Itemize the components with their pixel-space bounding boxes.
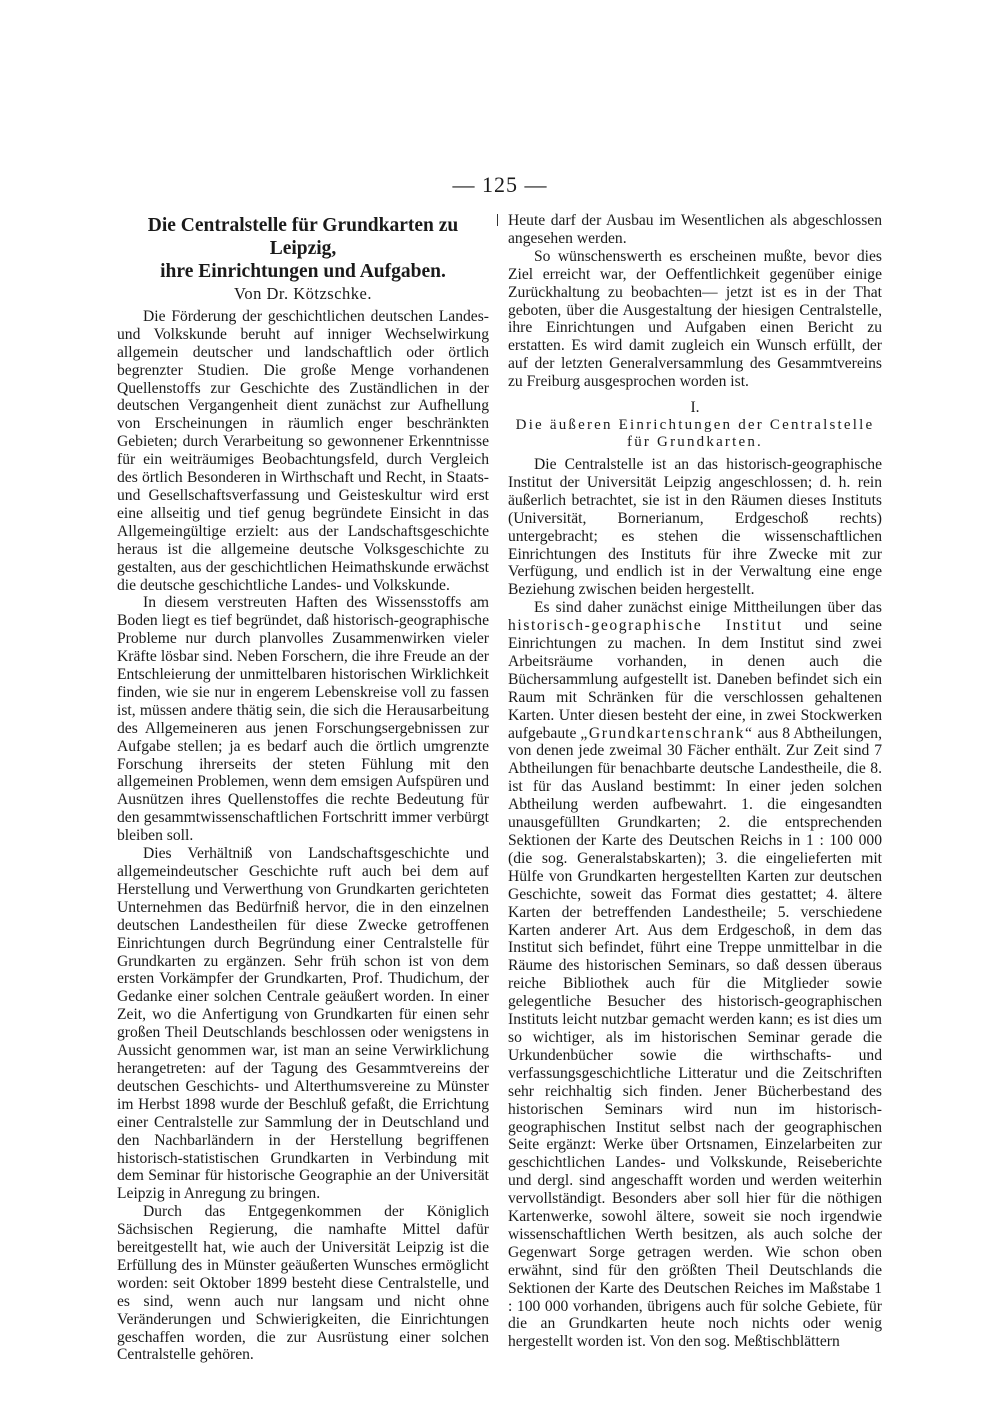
paragraph: Durch das Entgegenkommen der Königlich Sächsischen Regierung, die namhafte Mittel dafür bereitgestellt hat, wie auch der Universität Leipzig ist die Erfüllung des in Münster geäußerten Wunsches ermöglicht worden: seit Oktober 1899 besteht diese Centralstelle, und es sind, wenn auch nur langsam und nicht ohne Veränderungen und Schwierigkeiten, die Einrichtungen geschaffen worden, die zur Ausrüstung einer solchen Centralstelle gehören. — [117, 1203, 489, 1364]
paragraph — [508, 599, 882, 1351]
right-column — [508, 212, 882, 1351]
article-title-line2: ihre Einrichtungen und Aufgaben. — [160, 261, 446, 282]
section-number: I. — [690, 399, 700, 417]
paragraph: So wünschenswerth es erscheinen mußte, bevor dies Ziel erreicht war, der Oeffentlichkeit gegenüber einige Zurückhaltung zu beobachten— jetzt ist es in der That geboten, über die Ausgestaltung der hiesigen Centralstelle, ihre Einrichtungen und Aufgaben einen Bericht zu erstatten. Es wird damit zugleich ein Wunsch erfüllt, der auf der letzten Generalversammlung des Gesammtvereins zu Freiburg ausgesprochen worden ist. — [508, 247, 882, 391]
paragraph-text: und seine Einrichtungen zu machen. In dem Institut sind zwei Arbeitsräume vorhanden, in denen auch die Büchersammlung aufgestellt ist. Daneben befindet sich ein Raum mit Schränken für die verschlossen gehaltenen Karten. Unter diesen besteht der eine, in zwei Stockwerken aufgebaute — [508, 617, 882, 742]
left-column — [117, 212, 489, 1364]
page-number: — 125 — — [452, 172, 548, 197]
paragraph: Dies Verhältniß von Landschaftsgeschichte und allgemeindeutscher Geschichte ruft auch bei dem auf Herstellung und Verwerthung von Grundkarten gerichteten Unternehmen das Bedürfniß hervor, die in den einzelnen deutschen Landestheilen für diese Zwecke getroffenen Einrichtungen durch Begründung einer Centralstelle für Grundkarten zu ergänzen. Sehr früh schon ist von dem ersten Vorkämpfer der Grundkarten, Prof. Thudichum, der Gedanke einer solchen Centrale geäußert worden. In einer Zeit, wo die Anfertigung von Grundkarten für einen sehr großen Theil Deutschlands beschlossen oder wenigstens in Aussicht genommen war, ist man an seine Verwirklichung herangetreten: auf der Tagung des Gesammtvereins der deutschen Geschichts- und Alterthumsvereine zu Münster im Herbst 1898 wurde der Beschluß gefaßt, die Errichtung einer Centralstelle zur Sammlung der in Deutschland und den Nachbarländern in der Herstellung begriffenen historisch-statistischen Grundkarten in Verbindung mit dem Seminar für historische Geographie an der Universität Leipzig in Anregung zu bringen. — [117, 845, 489, 1203]
paragraph: Die Centralstelle ist an das historisch-geographische Institut der Universität Leipzig angeschlossen; d. h. rein äußerlich betrachtet, sie ist in den Räumen dieses Instituts (Universität, Bornerianum, Erdgeschoß rechts) untergebracht; es stehen die wissenschaftlichen Einrichtungen des Instituts für ihre Zwecke mit zur Verfügung, und endlich ist in der Verwaltung eine enge Beziehung zwischen beiden hergestellt. — [508, 455, 882, 599]
article-byline: Von Dr. Kötzschke. — [234, 284, 372, 303]
section-title-line1: Die äußeren Einrichtungen der Centralstelle — [515, 416, 875, 433]
article-title-line1: Die Centralstelle für Grundkarten zu Leipzig, — [147, 215, 459, 259]
spaced-term: „Grundkartenschrank“ — [580, 724, 754, 742]
paragraph-text: Es sind daher zunächst einige Mittheilungen über das — [534, 599, 882, 617]
paragraph: In diesem verstreuten Haften des Wissensstoffs am Boden liegt es tief begründet, daß historisch-geographische Probleme nur durch planvolles Zusammenwirken vieler Kräfte lösbar sind. Neben Forschern, die ihre Freude an der Entschleierung der unmittelbaren historischen Wirklichkeit finden, wie sie nur in engerem Lebenskreise voll zu fassen ist, müssen andere thätig sein, die sich die Herausarbeitung des Allgemeineren aus jenen Forschungsergebnissen zur Aufgabe stellen; ja es bedarf auch die örtlich umgrenzte Forschung ihrerseits der steten Fühlung mit den allgemeinen Problemen, wenn dem emsigen Aufspüren und Ausnützen ihres Quellenstoffes die rechte Bedeutung für den gesammtwissenschaftlichen Fortschritt immer verbürgt bleiben soll. — [117, 594, 489, 845]
paragraph: Die Förderung der geschichtlichen deutschen Landes- und Volkskunde beruht auf inniger Wechselwirkung allgemein deutscher und landschaftlich oder örtlich begrenzter Studien. Die große Menge vorhandenen Quellenstoffs zur Geschichte des Zuständlichen in der deutschen Vergangenheit dient zunächst zur Aufhellung von Erscheinungen in räumlich enger beschränkten Gebieten; durch Verarbeitung so gewonnener Erkenntnisse für ein weiträumiges Beobachtungsfeld, durch Vergleich des örtlich Besonderen in Wirthschaft und Recht, in Staats- und Gesellschaftsverfassung und Geisteskultur wird erst eine allseitig und tief genug begründete Einsicht in das Allgemeingültige erzielt: aus der Landschaftsgeschichte heraus ist die allgemeine deutsche Volksgeschichte zu gestalten, aus der geschichtlichen Heimathskunde erwächst die deutsche geschichtliche Landes- und Volkskunde. — [117, 307, 489, 594]
spaced-term: historisch-geographische Institut — [508, 617, 783, 635]
paragraph-text: aus 8 Abtheilungen, von denen jede zweimal 30 Fächer enthält. Zur Zeit sind 7 Abtheilungen für benachbarte deutsche Landestheile, die 8. ist für das Ausland bestimmt: In einer jeden solchen Abtheilung werden aufbewahrt. 1. die eingesandten unausgefüllten Grundkarten; 2. die entsprechenden Sektionen der Karte des Deutschen Reichs in 1 : 100 000 (die sog. Generalstabskarten); 3. die eingelieferten mit Hülfe von Grundkarten hergestellten Karten zur deutschen Geschichte, soweit das Format dies gestattet; 4. ältere Karten der betreffenden Landestheile; 5. verschiedene Karten anderer Art. Aus dem Erdgeschoß, in dem das Institut sich befindet, führt eine Treppe unmittelbar in die Räume des historischen Seminars, so daß dessen überaus reiche Bibliothek auch für die Mitglieder sowie gelegentliche Besucher des historisch-geographischen Instituts leicht nutzbar gemacht werden kann; es ist dies um so wichtiger, als im historischen Seminar gerade die Urkundenbücher sowie die wirthschafts- und verfassungsgeschichtliche Litteratur und die Zeitschriften sehr reichhaltig sich finden. Jener Bücherbestand des historischen Seminars wird nun im historisch-geographischen Institut selbst nach der geographischen Seite ergänzt: Werke über Ortsnamen, Einzelarbeiten zur geschichtlichen Landes- und Volkskunde, Reiseberichte und dergl. sind angeschafft worden und werden weiterhin vervollständigt. Besonders aber soll hier für die nöthigen Kartenwerke, sowohl ältere, soweit sie noch irgendwie wissenschaftlichen Werth besitzen, als auch solche der Gegenwart Sorge getragen werden. Wie schon oben erwähnt, sind für den größten Theil Deutschlands die Sektionen der Karte des Deutschen Reiches im Maßstabe 1 : 100 000 vorhanden, übrigens auch für solche Gebiete, für die an Grundkarten heute noch nichts oder wenig hergestellt worden ist. Von den sog. Meßtischblättern — [508, 724, 882, 1351]
section-title-line2: für Grundkarten. — [627, 434, 763, 451]
column-divider-mark — [497, 214, 498, 226]
article-title — [117, 214, 489, 283]
section-title — [508, 417, 882, 452]
paragraph-continuation: Heute darf der Ausbau im Wesentlichen als abgeschlossen angesehen werden. — [508, 212, 882, 247]
